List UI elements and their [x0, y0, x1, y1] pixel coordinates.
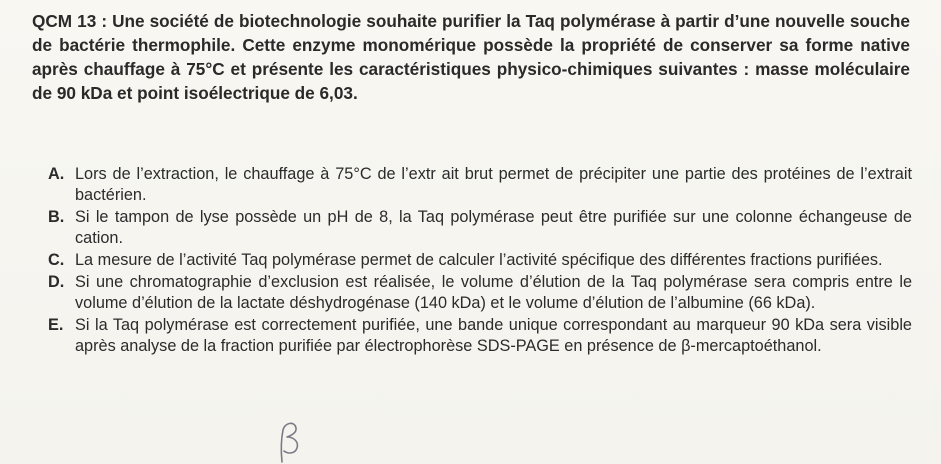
option-letter: A.	[48, 165, 65, 183]
option-text: Si la Taq polymérase est correctement purifiée, une bande unique correspondant au marqueur 90 kDa sera visible après analyse de la fraction purifiée par électrophorèse SDS-PAGE en présence de β-mercaptoéthanol.	[75, 316, 912, 355]
option-c	[48, 250, 912, 271]
option-letter: C.	[48, 251, 65, 269]
option-text: Lors de l’extraction, le chauffage à 75°C de l’extr ait brut permet de précipiter une partie des protéines de l’extrait bactérien.	[75, 165, 912, 204]
answer-options	[48, 164, 912, 358]
question-text: Une société de biotechnologie souhaite purifier la Taq polymérase à partir d’une nouvelle souche de bactérie thermophile. Cette enzyme monomérique possède la propriété de conserver sa forme native après chauffage à 75°C et présente les caractéristiques physico-chimiques suivantes : masse moléculaire de 90 kDa et point isoélectrique de 6,03.	[32, 11, 910, 103]
option-b	[48, 207, 912, 249]
option-text: Si le tampon de lyse possède un pH de 8, la Taq polymérase peut être purifiée sur une colonne échangeuse de cation.	[75, 208, 912, 247]
option-text: La mesure de l’activité Taq polymérase permet de calculer l’activité spécifique des différentes fractions purifiées.	[75, 251, 883, 269]
question-stem	[32, 9, 910, 105]
handwritten-beta-icon	[268, 418, 308, 464]
option-letter: B.	[48, 208, 65, 226]
option-text: Si une chromatographie d’exclusion est réalisée, le volume d’élution de la Taq polymérase sera compris entre le volume d’élution de la lactate déshydrogénase (140 kDa) et le volume d’élution de l’albumine (66 kDa).	[75, 273, 912, 312]
question-label: QCM 13 :	[32, 11, 108, 31]
option-d	[48, 272, 912, 314]
option-a	[48, 164, 912, 206]
option-letter: E.	[48, 316, 64, 334]
option-letter: D.	[48, 273, 65, 291]
option-e	[48, 315, 912, 357]
